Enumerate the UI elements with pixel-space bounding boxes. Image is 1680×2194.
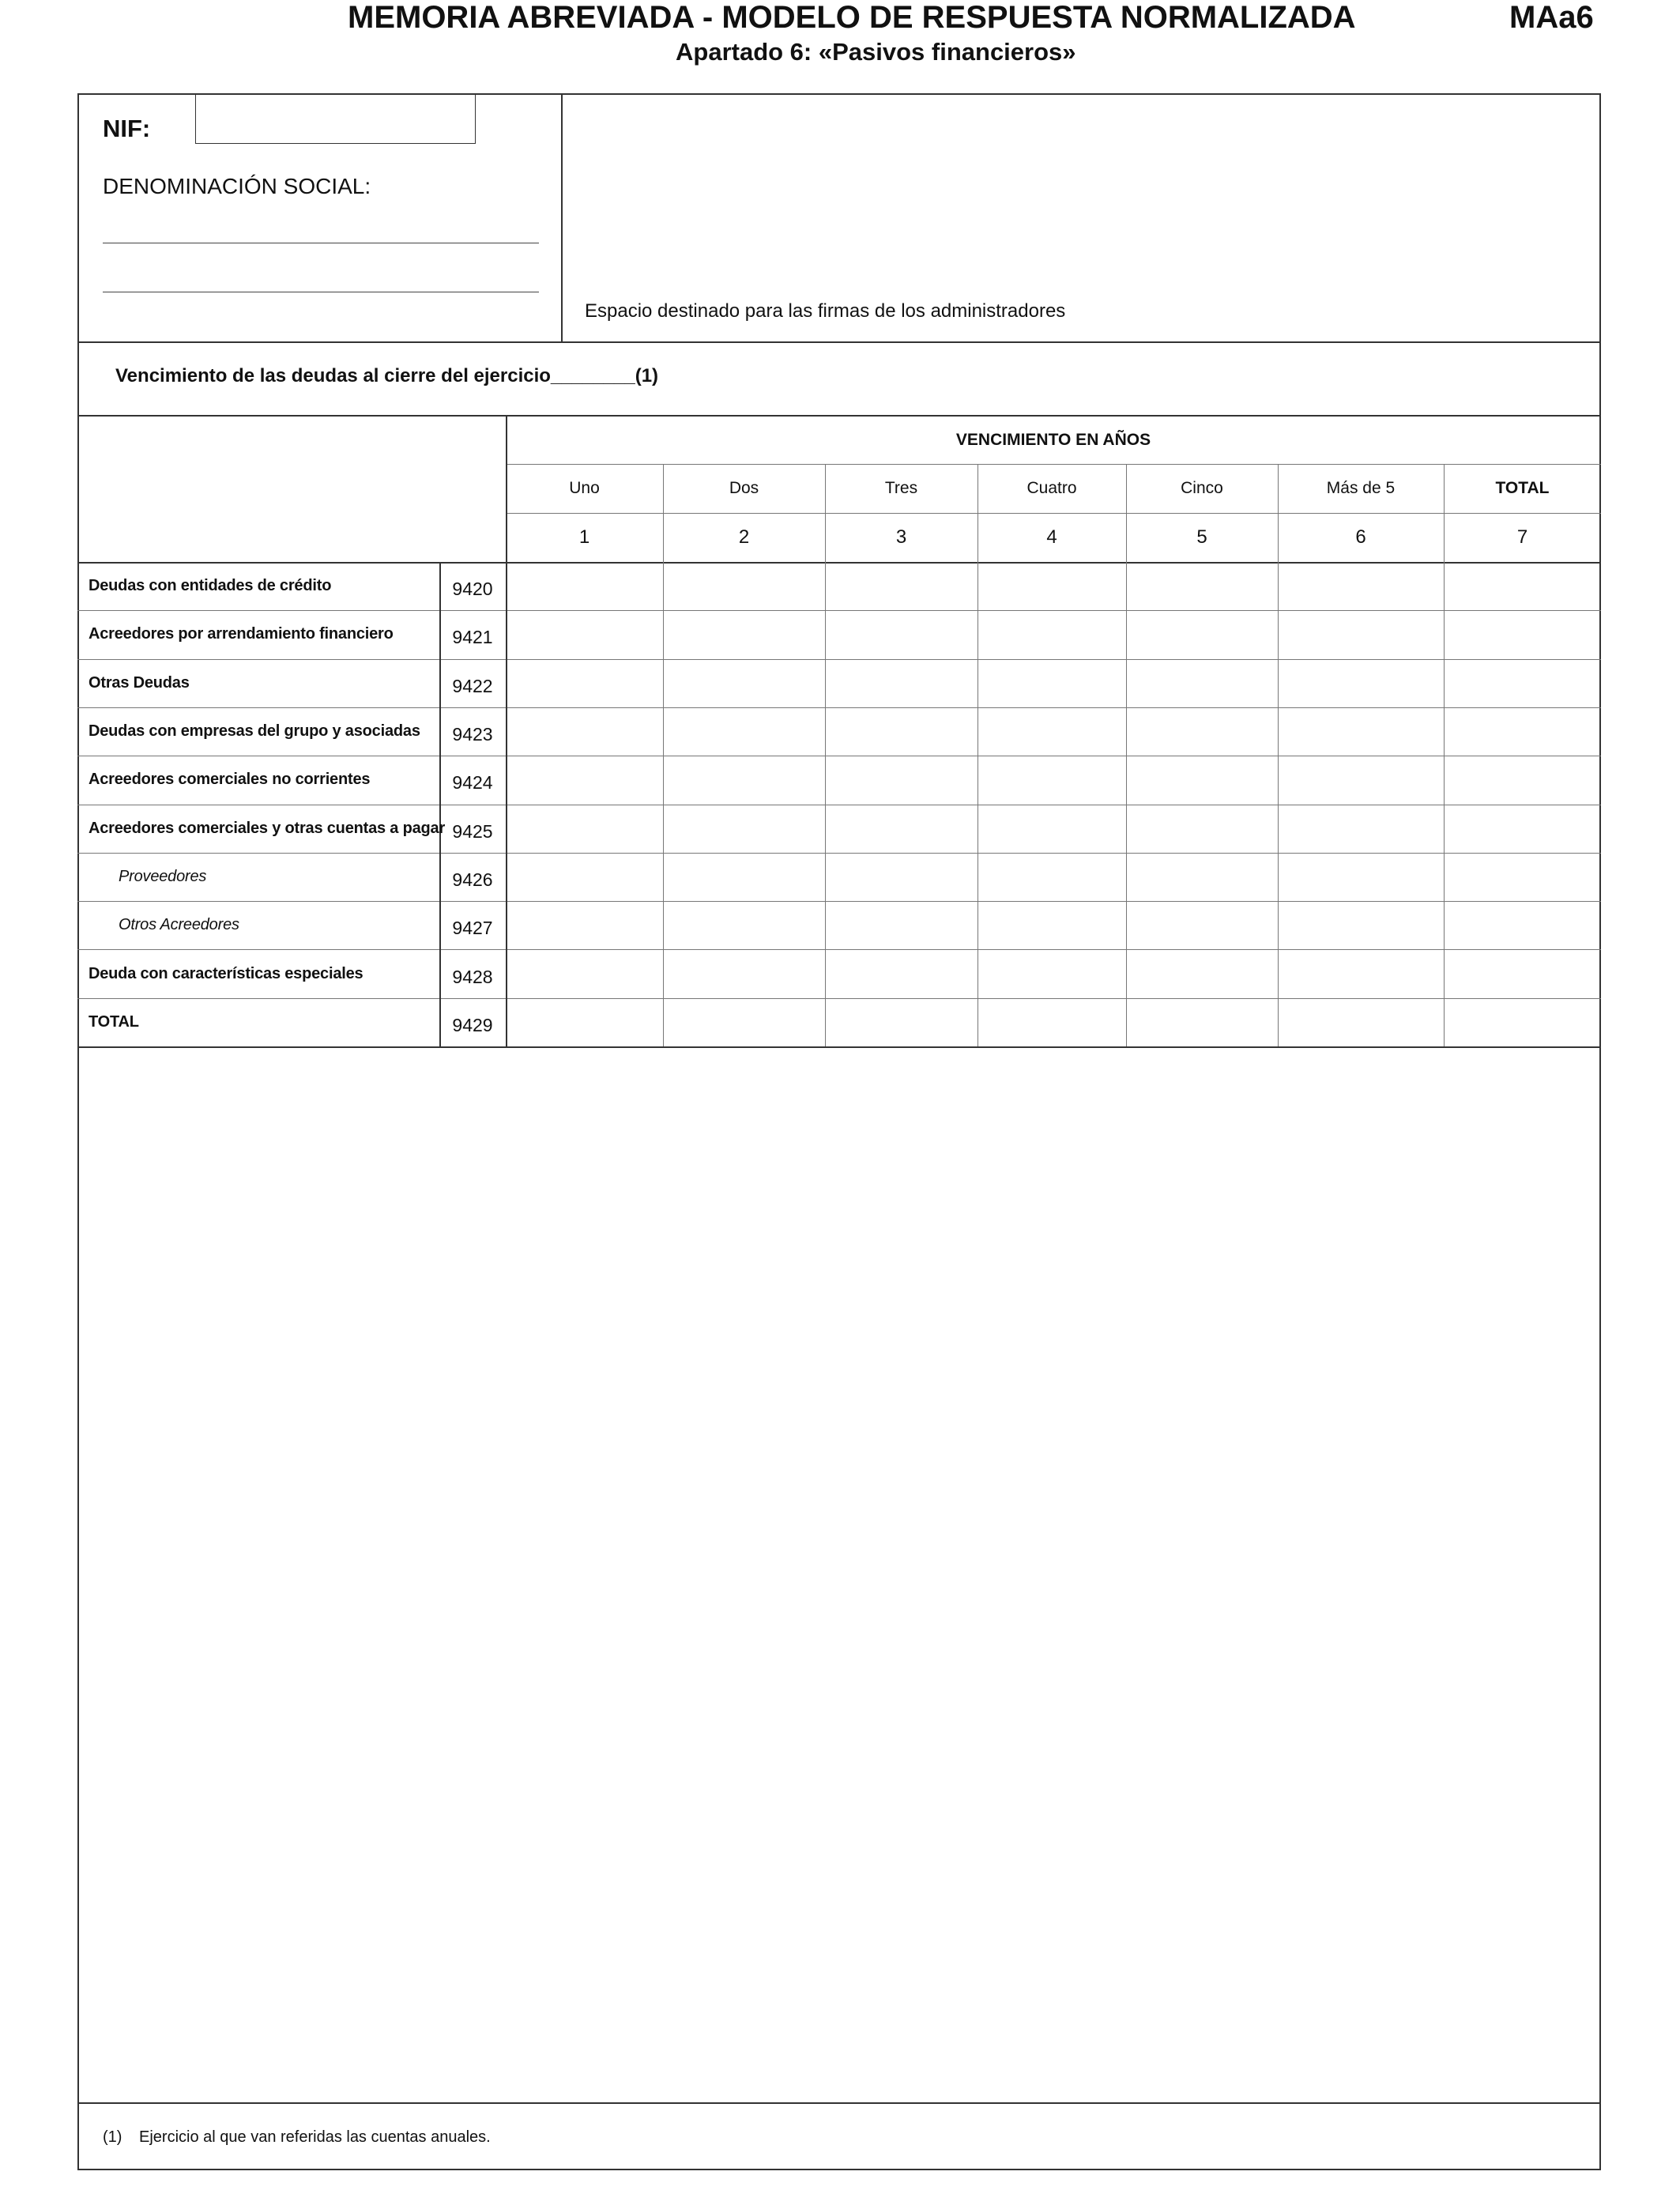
- value-cell[interactable]: [507, 661, 661, 706]
- denominacion-line-2[interactable]: [103, 259, 539, 292]
- value-cell[interactable]: [1445, 903, 1599, 948]
- value-cell[interactable]: [1128, 757, 1276, 802]
- value-cell[interactable]: [1279, 854, 1442, 899]
- value-cell[interactable]: [507, 903, 661, 948]
- row-code: 9421: [452, 627, 493, 648]
- value-cell[interactable]: [1445, 951, 1599, 996]
- row-code: 9422: [452, 675, 493, 696]
- value-cell[interactable]: [1128, 661, 1276, 706]
- section-title: [115, 365, 658, 387]
- value-cell[interactable]: [827, 564, 976, 609]
- row-label: Deudas con entidades de crédito: [89, 577, 332, 595]
- value-cell[interactable]: [979, 757, 1124, 802]
- value-cell[interactable]: [827, 661, 976, 706]
- column-header: Uno: [569, 479, 600, 497]
- column-number: 1: [578, 526, 590, 548]
- footnote-top-border: [77, 2102, 1601, 2104]
- column-number: 5: [1196, 526, 1207, 548]
- value-cell[interactable]: [979, 564, 1124, 609]
- value-cell[interactable]: [507, 709, 661, 754]
- row-label: Deuda con características especiales: [89, 964, 363, 982]
- value-cell[interactable]: [1128, 806, 1276, 851]
- row-label: Otros Acreedores: [119, 916, 239, 934]
- value-cell[interactable]: [665, 564, 823, 609]
- value-cell[interactable]: [507, 951, 661, 996]
- value-cell[interactable]: [1279, 564, 1442, 609]
- column-number: 6: [1355, 526, 1366, 548]
- row-code: 9428: [452, 966, 493, 987]
- nif-label: NIF:: [103, 115, 151, 142]
- row-label: Acreedores comerciales y otras cuentas a pagar: [89, 819, 446, 837]
- footnote-text: Ejercicio al que van referidas las cuentas anuales.: [139, 2128, 491, 2146]
- row-code: 9420: [452, 579, 493, 600]
- value-cell[interactable]: [665, 757, 823, 802]
- value-cell[interactable]: [1128, 612, 1276, 657]
- value-cell[interactable]: [665, 903, 823, 948]
- value-cell[interactable]: [1128, 1000, 1276, 1045]
- value-cell[interactable]: [827, 709, 976, 754]
- value-cell[interactable]: [1445, 661, 1599, 706]
- value-cell[interactable]: [1128, 854, 1276, 899]
- value-cell[interactable]: [1445, 1000, 1599, 1045]
- year-blank: ________: [550, 365, 635, 386]
- value-cell[interactable]: [665, 661, 823, 706]
- section-title-text: Vencimiento de las deudas al cierre del ejercicio: [115, 365, 551, 386]
- value-cell[interactable]: [1128, 709, 1276, 754]
- row-code: 9427: [452, 918, 493, 939]
- value-cell[interactable]: [1128, 951, 1276, 996]
- column-header: Cuatro: [1026, 479, 1077, 497]
- column-header: Tres: [884, 479, 918, 497]
- value-cell[interactable]: [1279, 806, 1442, 851]
- value-cell[interactable]: [1279, 612, 1442, 657]
- row-label: Acreedores por arrendamiento financiero: [89, 625, 394, 643]
- value-cell[interactable]: [507, 806, 661, 851]
- value-cell[interactable]: [507, 854, 661, 899]
- row-label: Acreedores comerciales no corrientes: [89, 771, 371, 789]
- value-cell[interactable]: [1445, 854, 1599, 899]
- value-cell[interactable]: [1279, 1000, 1442, 1045]
- column-number: 2: [738, 526, 750, 548]
- value-cell[interactable]: [1279, 661, 1442, 706]
- nif-field[interactable]: [195, 93, 476, 144]
- value-cell[interactable]: [1445, 806, 1599, 851]
- footnote-ref: (1): [635, 365, 659, 386]
- value-cell[interactable]: [827, 1000, 976, 1045]
- value-cell[interactable]: [979, 709, 1124, 754]
- value-cell[interactable]: [1445, 564, 1599, 609]
- value-cell[interactable]: [979, 1000, 1124, 1045]
- value-cell[interactable]: [979, 951, 1124, 996]
- value-cell[interactable]: [827, 757, 976, 802]
- value-cell[interactable]: [979, 612, 1124, 657]
- section-top-border: [77, 341, 1601, 343]
- value-cell[interactable]: [827, 951, 976, 996]
- form-subtitle: Apartado 6: «Pasivos financieros»: [676, 38, 1076, 66]
- column-header: Dos: [729, 479, 759, 497]
- value-cell[interactable]: [1445, 612, 1599, 657]
- column-number: 4: [1046, 526, 1057, 548]
- value-cell[interactable]: [827, 612, 976, 657]
- form-code: MAa6: [1509, 0, 1594, 35]
- column-header: Más de 5: [1326, 479, 1396, 497]
- value-cell[interactable]: [979, 903, 1124, 948]
- value-cell[interactable]: [507, 757, 661, 802]
- value-cell[interactable]: [1279, 951, 1442, 996]
- value-cell[interactable]: [665, 854, 823, 899]
- value-cell[interactable]: [507, 612, 661, 657]
- value-cell[interactable]: [1279, 903, 1442, 948]
- row-divider: [77, 1046, 1601, 1048]
- row-label: Deudas con empresas del grupo y asociadas: [89, 722, 420, 741]
- row-code: 9425: [452, 820, 493, 842]
- value-cell[interactable]: [665, 612, 823, 657]
- denominacion-line-1[interactable]: [103, 210, 539, 243]
- value-cell[interactable]: [1445, 757, 1599, 802]
- value-cell[interactable]: [827, 854, 976, 899]
- value-cell[interactable]: [507, 564, 661, 609]
- form-title: MEMORIA ABREVIADA - MODELO DE RESPUESTA NORMALIZADA: [348, 0, 1356, 35]
- value-cell[interactable]: [665, 709, 823, 754]
- column-header: TOTAL: [1495, 479, 1550, 497]
- row-code: 9426: [452, 869, 493, 890]
- denominacion-label: DENOMINACIÓN SOCIAL:: [103, 174, 371, 198]
- value-cell[interactable]: [665, 951, 823, 996]
- value-cell[interactable]: [1279, 757, 1442, 802]
- row-label: TOTAL: [89, 1012, 139, 1031]
- value-cell[interactable]: [665, 1000, 823, 1045]
- value-cell[interactable]: [665, 806, 823, 851]
- row-code: 9423: [452, 724, 493, 745]
- value-cell[interactable]: [1128, 564, 1276, 609]
- column-header: Cinco: [1181, 479, 1223, 497]
- value-cell[interactable]: [979, 661, 1124, 706]
- value-cell[interactable]: [979, 854, 1124, 899]
- value-cell[interactable]: [827, 903, 976, 948]
- footnote-mark: (1): [103, 2128, 122, 2146]
- value-cell[interactable]: [1279, 709, 1442, 754]
- row-label: Otras Deudas: [89, 673, 190, 692]
- value-cell[interactable]: [1128, 903, 1276, 948]
- row-code: 9429: [452, 1014, 493, 1035]
- footnote: [103, 2128, 491, 2147]
- form-frame: [77, 93, 1601, 2170]
- row-label: Proveedores: [119, 867, 207, 885]
- column-number: 7: [1516, 526, 1528, 548]
- column-number: 3: [895, 526, 907, 548]
- value-cell[interactable]: [827, 806, 976, 851]
- vencimiento-group-header: VENCIMIENTO EN AÑOS: [955, 431, 1151, 449]
- value-cell[interactable]: [1445, 709, 1599, 754]
- row-code: 9424: [452, 772, 493, 794]
- value-cell[interactable]: [507, 1000, 661, 1045]
- value-cell[interactable]: [979, 806, 1124, 851]
- signature-caption: Espacio destinado para las firmas de los administradores: [585, 300, 1066, 322]
